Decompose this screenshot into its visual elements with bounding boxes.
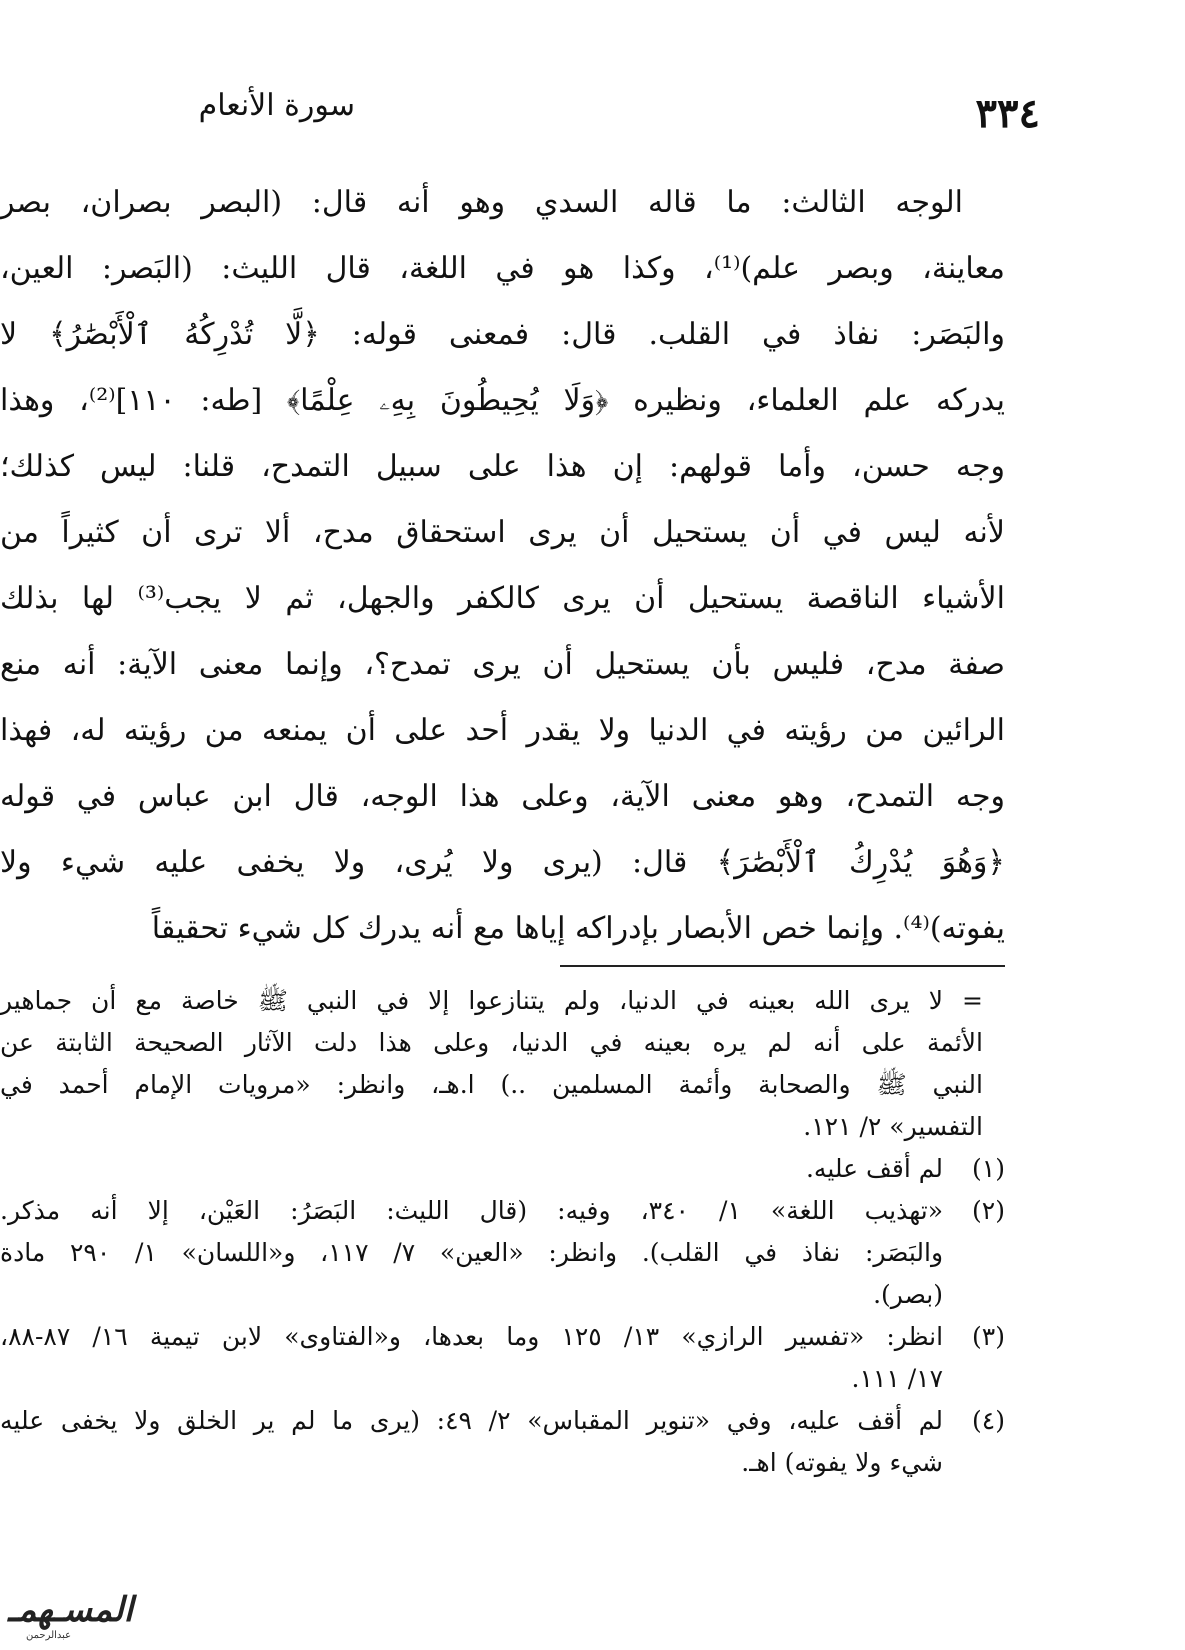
- watermark-logo: [4, 1590, 134, 1646]
- footnote-number: (٤): [972, 1406, 1005, 1435]
- text-line: الرائين من رؤيته في الدنيا ولا يقدر أحد على أن يمنعه من رؤيته له، فهذا: [0, 713, 1005, 748]
- footnote-continuation-line: التفسير» ٢/ ١٢١.: [803, 1112, 983, 1141]
- text-line: صفة مدح، فليس بأن يستحيل أن يرى تمدح؟، وإنما معنى الآية: أنه منع: [0, 647, 1005, 682]
- page-number: ٣٣٤: [975, 90, 1040, 137]
- footnote-line: لم أقف عليه، وفي «تنوير المقباس» ٢/ ٤٩: (يرى ما لم ير الخلق ولا يخفى عليه: [0, 1406, 944, 1435]
- footnote-line: شيء ولا يفوته) اهـ.: [741, 1448, 943, 1477]
- text-line: معاينة، وبصر علم)⁽¹⁾، وكذا هو في اللغة، قال الليث: (البَصر: العين،: [0, 251, 1005, 286]
- footnote-continuation-line: = لا يرى الله بعينه في الدنيا، ولم يتنازعوا إلا في النبي ﷺ خاصة مع أن جماهير: [0, 986, 983, 1015]
- surah-title: سورة الأنعام: [198, 88, 355, 123]
- footnote-line: لم أقف عليه.: [805, 1154, 943, 1183]
- text-line: وجه حسن، وأما قولهم: إن هذا على سبيل التمدح، قلنا: ليس كذلك؛: [0, 449, 1005, 484]
- main-text: [0, 170, 1005, 962]
- text-line: لأنه ليس في أن يستحيل أن يرى استحقاق مدح، ألا ترى أن كثيراً من: [0, 515, 1005, 550]
- watermark-subtext: عبدالرحمن: [26, 1630, 72, 1641]
- footnotes: [0, 980, 1005, 1484]
- footnote-number: (٣): [972, 1322, 1005, 1351]
- text-line: الوجه الثالث: ما قاله السدي وهو أنه قال: (البصر بصران، بصر: [0, 185, 963, 220]
- text-line: وجه التمدح، وهو معنى الآية، وعلى هذا الوجه، قال ابن عباس في قوله: [0, 779, 1005, 814]
- text-line: يفوته)⁽⁴⁾. وإنما خص الأبصار بإدراكه إياها مع أنه يدرك كل شيء تحقيقاً: [151, 911, 1005, 946]
- footnote-divider: [560, 965, 1005, 967]
- footnote-number: (٢): [972, 1196, 1005, 1225]
- footnote-line: ١٧/ ١١١.: [851, 1364, 943, 1393]
- footnote-4: [0, 1400, 1005, 1484]
- text-line: الأشياء الناقصة يستحيل أن يرى كالكفر والجهل، ثم لا يجب⁽³⁾ لها بذلك: [0, 581, 1005, 616]
- watermark-text: المسـهمـ: [8, 1590, 134, 1630]
- footnote-line: (بصر).: [873, 1280, 943, 1309]
- footnote-number: (١): [972, 1154, 1005, 1183]
- footnote-3: [0, 1316, 1005, 1400]
- text-line: يدركه علم العلماء، ونظيره ﴿وَلَا يُحِيطُونَ بِهِۦ عِلْمًا﴾ [طه: ١١٠]⁽²⁾، وهذا: [0, 383, 1005, 418]
- footnote-2: [0, 1190, 1005, 1316]
- footnote-line: انظر: «تفسير الرازي» ١٣/ ١٢٥ وما بعدها، و«الفتاوى» لابن تيمية ١٦/ ٨٧-٨٨،: [0, 1322, 944, 1351]
- text-line: والبَصَر: نفاذ في القلب. قال: فمعنى قوله: ﴿لَّا تُدْرِكُهُ ٱلْأَبْصَٰرُ﴾ لا: [0, 317, 1005, 352]
- footnote-continuation-line: النبي ﷺ والصحابة وأئمة المسلمين ..) ا.هـ، وانظر: «مرويات الإمام أحمد في: [0, 1070, 983, 1099]
- footnote-line: «تهذيب اللغة» ١/ ٣٤٠، وفيه: (قال الليث: البَصَرُ: العَيْن، إلا أنه مذكر.: [0, 1196, 943, 1225]
- text-line: ﴿وَهُوَ يُدْرِكُ ٱلْأَبْصَٰرَ﴾ قال: (يرى ولا يُرى، ولا يخفى عليه شيء ولا: [0, 845, 1005, 880]
- footnote-line: والبَصَر: نفاذ في القلب). وانظر: «العين» ٧/ ١١٧، و«اللسان» ١/ ٢٩٠ مادة: [0, 1238, 944, 1267]
- footnote-1: [0, 1148, 1005, 1190]
- footnote-continuation-line: الأئمة على أنه لم يره بعينه في الدنيا، وعلى هذا دلت الآثار الصحيحة الثابتة عن: [0, 1028, 983, 1057]
